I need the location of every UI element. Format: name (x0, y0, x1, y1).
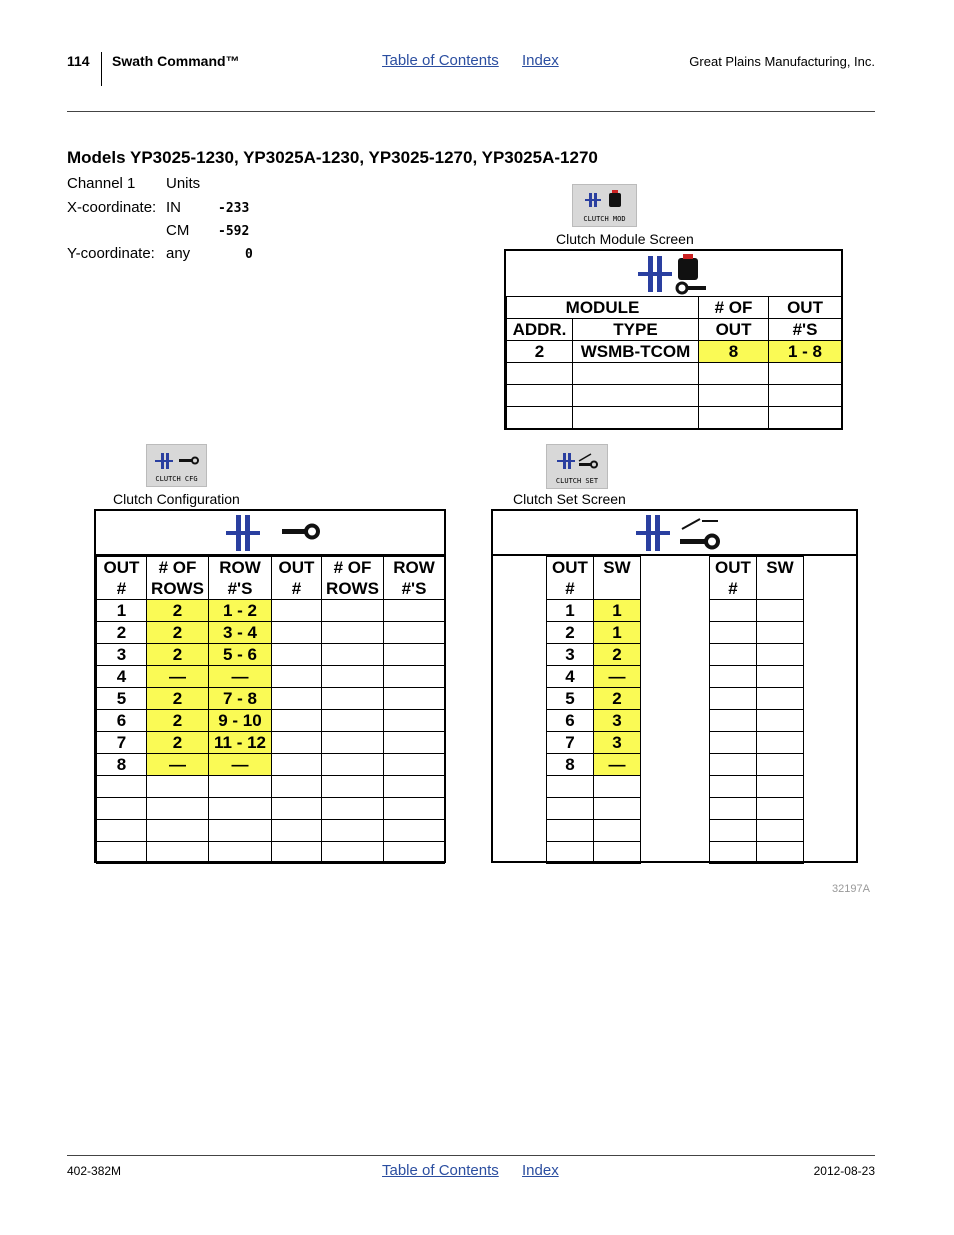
clutch-module-button[interactable] (572, 184, 637, 227)
empty-cell (757, 666, 804, 688)
table-row (547, 622, 641, 644)
header-out-1: OUT (97, 557, 147, 579)
empty-cell (322, 820, 384, 842)
out-number: 8 (97, 754, 147, 776)
empty-cell (384, 688, 445, 710)
header-type: TYPE (573, 319, 699, 341)
out-number: 6 (547, 710, 594, 732)
header-out-2: OUT (272, 557, 322, 579)
row-numbers[interactable]: 1 - 2 (209, 600, 272, 622)
header-addr: ADDR. (507, 319, 573, 341)
out-number: 8 (547, 754, 594, 776)
switch-number[interactable]: — (594, 666, 641, 688)
page-number: 114 (67, 53, 90, 69)
empty-cell (710, 666, 757, 688)
units-label: Units (166, 175, 201, 192)
empty-cell (272, 710, 322, 732)
out-number: 7 (97, 732, 147, 754)
table-row (507, 407, 842, 429)
clutch-config-button[interactable] (146, 444, 207, 487)
empty-cell (757, 776, 804, 798)
clutch-set-caption: Clutch Set Screen (513, 491, 626, 507)
row-count[interactable]: 2 (147, 622, 209, 644)
switch-number[interactable]: 3 (594, 710, 641, 732)
switch-number[interactable]: — (594, 754, 641, 776)
table-row (97, 842, 445, 864)
y-coordinate-label: Y-coordinate: (67, 245, 155, 262)
x-in-unit: IN (166, 199, 181, 216)
table-row (507, 363, 842, 385)
row-count (147, 820, 209, 842)
empty-cell (272, 622, 322, 644)
clutch-module-icon (583, 189, 629, 213)
empty-cell (384, 842, 445, 864)
clutch-config-caption: Clutch Configuration (113, 491, 240, 507)
table-row (710, 798, 804, 820)
table-row (710, 776, 804, 798)
table-row (547, 776, 641, 798)
out-number (547, 820, 594, 842)
table-row (710, 666, 804, 688)
clutch-config-button-label: CLUTCH CFG (155, 475, 198, 483)
empty-cell (757, 622, 804, 644)
y-unit: any (166, 245, 191, 262)
empty-cell (272, 776, 322, 798)
header-out-2: OUT (710, 557, 757, 579)
out-number: 7 (547, 732, 594, 754)
clutch-icon (636, 252, 712, 296)
empty-cell (384, 666, 445, 688)
empty-cell (384, 710, 445, 732)
row-count (147, 776, 209, 798)
header-num-2: # (272, 578, 322, 600)
out-number (97, 776, 147, 798)
empty-cell (757, 710, 804, 732)
header-row-1: ROW (209, 557, 272, 579)
module-outs[interactable]: 8 (699, 341, 769, 363)
row-count (147, 798, 209, 820)
empty-cell (757, 732, 804, 754)
row-numbers[interactable]: 11 - 12 (209, 732, 272, 754)
table-row (547, 754, 641, 776)
empty-cell (757, 842, 804, 864)
header-num-rows-1: # OF (147, 557, 209, 579)
page-title: Models YP3025-1230, YP3025A-1230, YP3025-1270, YP3025A-1270 (67, 148, 598, 167)
empty-cell (272, 644, 322, 666)
table-row (710, 600, 804, 622)
footer-rule (67, 1155, 875, 1156)
empty-cell (322, 622, 384, 644)
clutch-module-button-label: CLUTCH MOD (583, 215, 626, 223)
row-numbers[interactable]: — (209, 666, 272, 688)
empty-cell (699, 363, 769, 385)
empty-cell (322, 842, 384, 864)
row-count[interactable]: 2 (147, 600, 209, 622)
switch-number[interactable]: 2 (594, 688, 641, 710)
out-number: 5 (97, 688, 147, 710)
header-row-nums-2: #'S (384, 578, 445, 600)
row-numbers[interactable]: 3 - 4 (209, 622, 272, 644)
empty-cell (384, 820, 445, 842)
table-row (97, 622, 445, 644)
empty-cell (757, 798, 804, 820)
empty-cell (272, 798, 322, 820)
empty-cell (322, 666, 384, 688)
empty-cell (710, 688, 757, 710)
table-row (710, 644, 804, 666)
table-row (547, 842, 641, 864)
table-row (97, 732, 445, 754)
empty-cell (769, 407, 842, 429)
header-divider (101, 52, 102, 86)
header-out: OUT (769, 297, 842, 319)
row-count[interactable]: — (147, 754, 209, 776)
header-row-nums-1: #'S (209, 578, 272, 600)
empty-cell (699, 407, 769, 429)
out-number: 2 (97, 622, 147, 644)
switch-number[interactable]: 3 (594, 732, 641, 754)
y-value: 0 (245, 247, 253, 262)
switch-number (594, 820, 641, 842)
section-title: Swath Command™ (112, 53, 240, 69)
empty-cell (272, 754, 322, 776)
header-num-1: # (547, 578, 594, 600)
empty-cell (757, 820, 804, 842)
header-row-2: ROW (384, 557, 445, 579)
table-row (547, 732, 641, 754)
row-count[interactable]: 2 (147, 644, 209, 666)
channel-label: Channel 1 (67, 175, 136, 192)
out-number: 3 (97, 644, 147, 666)
row-count[interactable]: 2 (147, 710, 209, 732)
row-numbers[interactable]: 9 - 10 (209, 710, 272, 732)
clutch-config-icon (153, 451, 201, 473)
switch-number (594, 776, 641, 798)
table-row (710, 622, 804, 644)
empty-cell (272, 820, 322, 842)
table-row (97, 754, 445, 776)
table-row (547, 710, 641, 732)
row-numbers (209, 798, 272, 820)
empty-cell (322, 776, 384, 798)
empty-cell (573, 385, 699, 407)
empty-cell (699, 385, 769, 407)
empty-cell (769, 385, 842, 407)
out-number: 1 (547, 600, 594, 622)
empty-cell (272, 842, 322, 864)
empty-cell (710, 622, 757, 644)
company-name: Great Plains Manufacturing, Inc. (689, 54, 875, 69)
table-row (547, 666, 641, 688)
table-row (710, 754, 804, 776)
clutch-set-icon (555, 451, 601, 473)
empty-cell (757, 644, 804, 666)
out-number (97, 820, 147, 842)
toc-link[interactable]: Table of Contents (382, 52, 499, 69)
empty-cell (272, 688, 322, 710)
table-row (710, 732, 804, 754)
x-coordinate-label: X-coordinate: (67, 199, 157, 216)
table-row (97, 600, 445, 622)
row-numbers[interactable]: 7 - 8 (209, 688, 272, 710)
x-cm-unit: CM (166, 222, 190, 239)
clutch-config-table (96, 556, 445, 864)
row-numbers[interactable]: — (209, 754, 272, 776)
empty-cell (573, 407, 699, 429)
table-row (710, 710, 804, 732)
empty-cell (710, 732, 757, 754)
empty-cell (757, 688, 804, 710)
row-count (147, 842, 209, 864)
empty-cell (384, 754, 445, 776)
table-row (547, 798, 641, 820)
clutch-set-button-label: CLUTCH SET (555, 477, 599, 485)
empty-cell (710, 798, 757, 820)
header-num-out: OUT (699, 319, 769, 341)
empty-cell (322, 600, 384, 622)
header-num-1: # (97, 578, 147, 600)
module-addr: 2 (507, 341, 573, 363)
x-in-value: -233 (218, 201, 250, 216)
clutch-set-button[interactable] (546, 444, 608, 489)
empty-cell (769, 363, 842, 385)
header-sw-2: SW (757, 557, 804, 600)
out-number (547, 776, 594, 798)
table-row (710, 842, 804, 864)
empty-cell (710, 600, 757, 622)
empty-cell (322, 644, 384, 666)
switch-number[interactable]: 1 (594, 622, 641, 644)
header-out-numbers: #'S (769, 319, 842, 341)
empty-cell (322, 798, 384, 820)
header-sw-1: SW (594, 557, 641, 600)
table-row (97, 776, 445, 798)
table-row (97, 644, 445, 666)
empty-cell (272, 732, 322, 754)
empty-cell (573, 363, 699, 385)
out-number: 4 (547, 666, 594, 688)
table-row (710, 820, 804, 842)
empty-cell (322, 732, 384, 754)
row-count[interactable]: 2 (147, 688, 209, 710)
figure-number: 32197A (832, 883, 870, 895)
index-link[interactable]: Index (522, 52, 559, 69)
out-number (547, 842, 594, 864)
out-number: 2 (547, 622, 594, 644)
switch-number[interactable]: 2 (594, 644, 641, 666)
empty-cell (507, 363, 573, 385)
out-number: 5 (547, 688, 594, 710)
table-row (97, 688, 445, 710)
empty-cell (272, 600, 322, 622)
row-numbers (209, 820, 272, 842)
empty-cell (384, 732, 445, 754)
empty-cell (710, 842, 757, 864)
clutch-switch-icon (634, 513, 724, 553)
out-number (97, 798, 147, 820)
header-num-2: # (710, 578, 757, 600)
row-count[interactable]: 2 (147, 732, 209, 754)
out-number: 4 (97, 666, 147, 688)
header-rule (67, 111, 875, 112)
clutch-module-caption: Clutch Module Screen (556, 231, 694, 247)
out-number: 6 (97, 710, 147, 732)
row-numbers (209, 842, 272, 864)
empty-cell (710, 820, 757, 842)
empty-cell (710, 644, 757, 666)
table-row (507, 341, 842, 363)
row-numbers[interactable]: 5 - 6 (209, 644, 272, 666)
empty-cell (322, 754, 384, 776)
table-row (507, 385, 842, 407)
empty-cell (507, 385, 573, 407)
row-numbers (209, 776, 272, 798)
table-row (547, 644, 641, 666)
empty-cell (384, 776, 445, 798)
clutch-set-table-right (709, 556, 804, 864)
doc-number: 402-382M (67, 1164, 122, 1178)
header-rows-2: ROWS (322, 578, 384, 600)
switch-number (594, 798, 641, 820)
empty-cell (710, 776, 757, 798)
footer-index-link[interactable]: Index (522, 1162, 559, 1179)
table-row (97, 798, 445, 820)
empty-cell (384, 600, 445, 622)
row-count[interactable]: — (147, 666, 209, 688)
empty-cell (757, 600, 804, 622)
out-number (547, 798, 594, 820)
empty-cell (384, 622, 445, 644)
table-row (97, 820, 445, 842)
table-row (547, 600, 641, 622)
header-num-rows-2: # OF (322, 557, 384, 579)
module-out-numbers[interactable]: 1 - 8 (769, 341, 842, 363)
table-row (547, 688, 641, 710)
header-module: MODULE (507, 297, 699, 319)
out-number: 1 (97, 600, 147, 622)
footer-toc-link[interactable]: Table of Contents (382, 1162, 499, 1179)
module-type: WSMB-TCOM (573, 341, 699, 363)
table-row (97, 710, 445, 732)
table-row (710, 688, 804, 710)
empty-cell (710, 754, 757, 776)
switch-number[interactable]: 1 (594, 600, 641, 622)
empty-cell (322, 710, 384, 732)
clutch-module-table (506, 296, 842, 429)
empty-cell (384, 798, 445, 820)
header-rows-1: ROWS (147, 578, 209, 600)
empty-cell (757, 754, 804, 776)
clutch-wrench-icon (224, 513, 324, 553)
table-row (547, 820, 641, 842)
empty-cell (384, 644, 445, 666)
table-row (97, 666, 445, 688)
header-num-of: # OF (699, 297, 769, 319)
empty-cell (322, 688, 384, 710)
empty-cell (710, 710, 757, 732)
empty-cell (507, 407, 573, 429)
header-out-1: OUT (547, 557, 594, 579)
out-number: 3 (547, 644, 594, 666)
switch-number (594, 842, 641, 864)
empty-cell (272, 666, 322, 688)
x-cm-value: -592 (218, 224, 250, 239)
out-number (97, 842, 147, 864)
clutch-set-table-left (546, 556, 641, 864)
footer-date: 2012-08-23 (813, 1164, 875, 1178)
